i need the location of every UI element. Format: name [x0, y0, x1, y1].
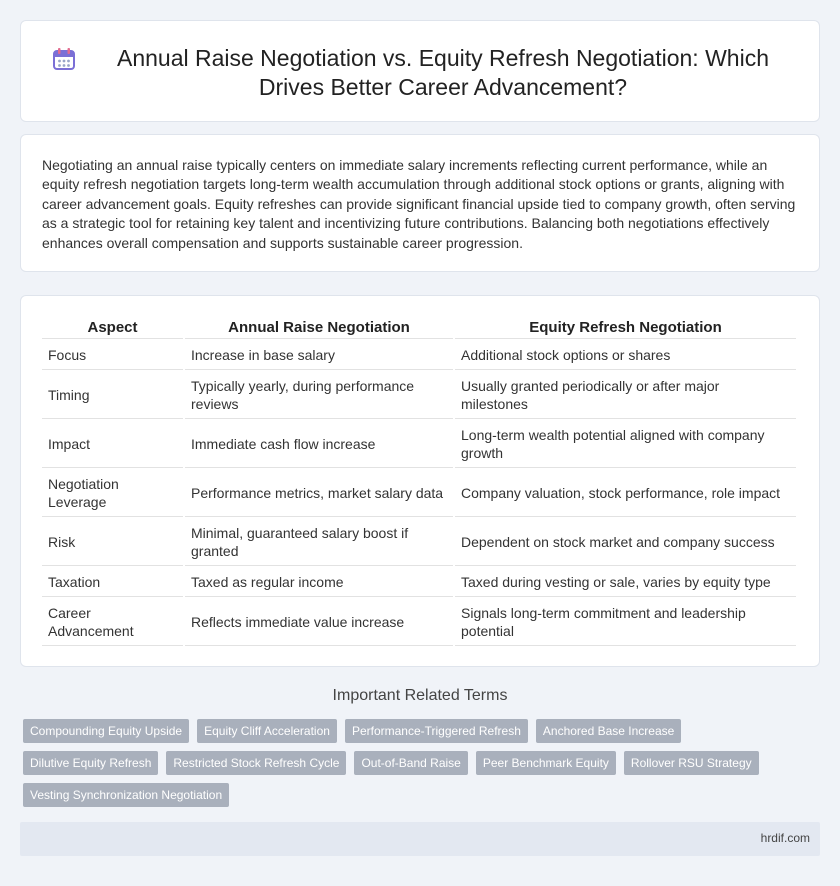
- cell-equity-refresh: Signals long-term commitment and leadership potential: [455, 597, 796, 646]
- cell-equity-refresh: Usually granted periodically or after major milestones: [455, 370, 796, 419]
- comparison-table: [40, 314, 798, 646]
- related-term-tag[interactable]: Performance-Triggered Refresh: [345, 719, 528, 743]
- table-row: [42, 419, 796, 468]
- cell-equity-refresh: Additional stock options or shares: [455, 339, 796, 370]
- cell-aspect: Risk: [42, 517, 183, 566]
- page-title: Annual Raise Negotiation vs. Equity Refresh Negotiation: Which Drives Better Career Advancement?: [116, 45, 769, 100]
- footer-site-link[interactable]: hrdif.com: [760, 831, 810, 845]
- related-term-tag[interactable]: Peer Benchmark Equity: [476, 751, 616, 775]
- header-annual-raise: Annual Raise Negotiation: [185, 314, 453, 339]
- intro-paragraph: Negotiating an annual raise typically centers on immediate salary increments reflecting current performance, while an equity refresh negotiation targets long-term wealth accumulation through additional stock options or grants, aligning with career advancement goals. Equity refreshes can provide significant financial upside tied to company growth, often serving as a strategic tool for retaining key talent and incentivizing future contributions. Balancing both negotiations effectively enhances overall compensation and supports sustainable career progression.: [42, 157, 796, 251]
- cell-equity-refresh: Company valuation, stock performance, role impact: [455, 468, 796, 517]
- cell-aspect: Negotiation Leverage: [42, 468, 183, 517]
- cell-equity-refresh: Dependent on stock market and company success: [455, 517, 796, 566]
- cell-equity-refresh: Taxed during vesting or sale, varies by equity type: [455, 566, 796, 597]
- comparison-table-card: [20, 295, 820, 667]
- cell-annual-raise: Reflects immediate value increase: [185, 597, 453, 646]
- related-terms-list: [23, 719, 823, 815]
- related-terms-title: Important Related Terms: [332, 687, 508, 704]
- header-equity-refresh: Equity Refresh Negotiation: [455, 314, 796, 339]
- table-header-row: [42, 314, 796, 339]
- related-term-tag[interactable]: Restricted Stock Refresh Cycle: [166, 751, 346, 775]
- title-card: [20, 20, 820, 122]
- table-row: [42, 370, 796, 419]
- cell-aspect: Focus: [42, 339, 183, 370]
- related-term-tag[interactable]: Equity Cliff Acceleration: [197, 719, 337, 743]
- related-term-tag[interactable]: Rollover RSU Strategy: [624, 751, 759, 775]
- table-row: [42, 468, 796, 517]
- related-term-tag[interactable]: Dilutive Equity Refresh: [23, 751, 158, 775]
- footer: [20, 822, 820, 856]
- cell-annual-raise: Performance metrics, market salary data: [185, 468, 453, 517]
- cell-annual-raise: Immediate cash flow increase: [185, 419, 453, 468]
- table-row: [42, 597, 796, 646]
- related-term-tag[interactable]: Vesting Synchronization Negotiation: [23, 783, 229, 807]
- cell-aspect: Impact: [42, 419, 183, 468]
- cell-equity-refresh: Long-term wealth potential aligned with company growth: [455, 419, 796, 468]
- cell-annual-raise: Typically yearly, during performance reviews: [185, 370, 453, 419]
- cell-aspect: Taxation: [42, 566, 183, 597]
- related-term-tag[interactable]: Compounding Equity Upside: [23, 719, 189, 743]
- table-row: [42, 517, 796, 566]
- cell-annual-raise: Increase in base salary: [185, 339, 453, 370]
- table-row: [42, 566, 796, 597]
- cell-annual-raise: Taxed as regular income: [185, 566, 453, 597]
- table-row: [42, 339, 796, 370]
- intro-card: [20, 134, 820, 272]
- calendar-icon: [51, 46, 77, 72]
- related-term-tag[interactable]: Out-of-Band Raise: [354, 751, 467, 775]
- cell-aspect: Career Advancement: [42, 597, 183, 646]
- cell-annual-raise: Minimal, guaranteed salary boost if granted: [185, 517, 453, 566]
- header-aspect: Aspect: [42, 314, 183, 339]
- cell-aspect: Timing: [42, 370, 183, 419]
- related-term-tag[interactable]: Anchored Base Increase: [536, 719, 681, 743]
